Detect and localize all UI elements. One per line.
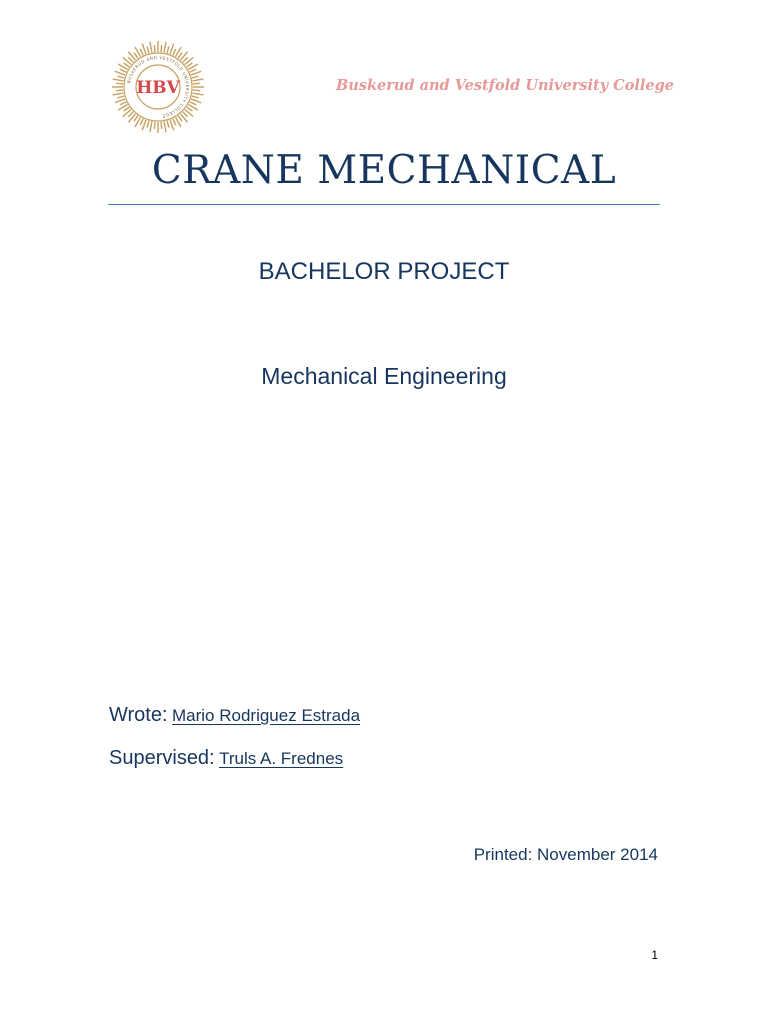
logo-ray: [161, 45, 162, 52]
author-line: [109, 704, 360, 727]
logo-ray: [150, 42, 152, 53]
logo-ray: [187, 107, 193, 111]
logo-ray: [173, 49, 176, 55]
logo-ray: [128, 57, 133, 62]
logo-ray: [142, 120, 146, 130]
logo-text: HBV: [136, 78, 180, 98]
department-name: Mechanical Engineering: [261, 363, 507, 389]
logo-ray: [124, 107, 130, 111]
logo-ray: [154, 122, 155, 129]
logo-ray: [187, 63, 193, 67]
logo-ray: [193, 83, 200, 84]
logo-ray: [124, 63, 130, 67]
logo-ray: [140, 119, 143, 125]
logo-ray: [170, 44, 174, 54]
logo-ray: [115, 99, 125, 103]
logo-ray: [113, 93, 124, 95]
supervisor-label: Supervised:: [109, 747, 215, 769]
logo-ray: [134, 116, 138, 122]
logo-ray: [167, 46, 169, 53]
logo-ray: [193, 90, 200, 91]
logo-ray: [128, 112, 133, 117]
logo-ray: [113, 79, 124, 81]
logo-ray: [190, 69, 196, 72]
logo-ray: [192, 96, 199, 98]
logo-ray: [154, 45, 155, 52]
logo-ray: [191, 99, 201, 103]
logo-ray: [150, 121, 152, 132]
author-name: Mario Rodriguez Estrada: [172, 706, 361, 725]
logo-ray: [173, 119, 176, 125]
page-number: 1: [651, 948, 658, 962]
document-title: CRANE MECHANICAL: [151, 148, 617, 193]
logo-ray: [117, 76, 124, 78]
logo-ray: [117, 96, 124, 98]
logo-ray: [142, 44, 146, 54]
logo-ray: [140, 49, 143, 55]
logo-ray: [161, 122, 162, 129]
logo-ray: [192, 76, 199, 78]
logo-ray: [164, 42, 166, 53]
logo-ray: [178, 53, 182, 59]
logo-ray: [192, 93, 203, 95]
logo-ray: [178, 116, 182, 122]
supervisor-line: [109, 747, 343, 770]
printed-date: Printed: November 2014: [473, 845, 658, 864]
supervisor-name: Truls A. Frednes: [219, 749, 344, 768]
logo-ray: [183, 112, 188, 117]
logo-ray: [116, 90, 123, 91]
logo-ray: [134, 53, 138, 59]
logo-ray: [116, 83, 123, 84]
logo-ray: [183, 57, 188, 62]
logo-ray: [164, 121, 166, 132]
document-subtitle: BACHELOR PROJECT: [258, 258, 510, 285]
logo-ray: [147, 46, 149, 53]
logo-ray: [120, 69, 126, 72]
logo-ray: [191, 71, 201, 75]
logo-ray: [192, 79, 203, 81]
logo-ray: [120, 102, 126, 105]
institution-name: Buskerud and Vestfold University College: [336, 77, 674, 94]
author-label: Wrote:: [109, 704, 168, 726]
logo-ray: [170, 120, 174, 130]
logo-ray: [147, 121, 149, 128]
hbv-logo: [108, 40, 208, 134]
title-divider: [108, 204, 660, 205]
logo-ray: [190, 102, 196, 105]
logo-ray: [115, 71, 125, 75]
logo-ring-text: BUSKERUD AND VESTFOLD UNIVERSITY COLLEGE: [126, 54, 191, 119]
logo-ray: [167, 121, 169, 128]
